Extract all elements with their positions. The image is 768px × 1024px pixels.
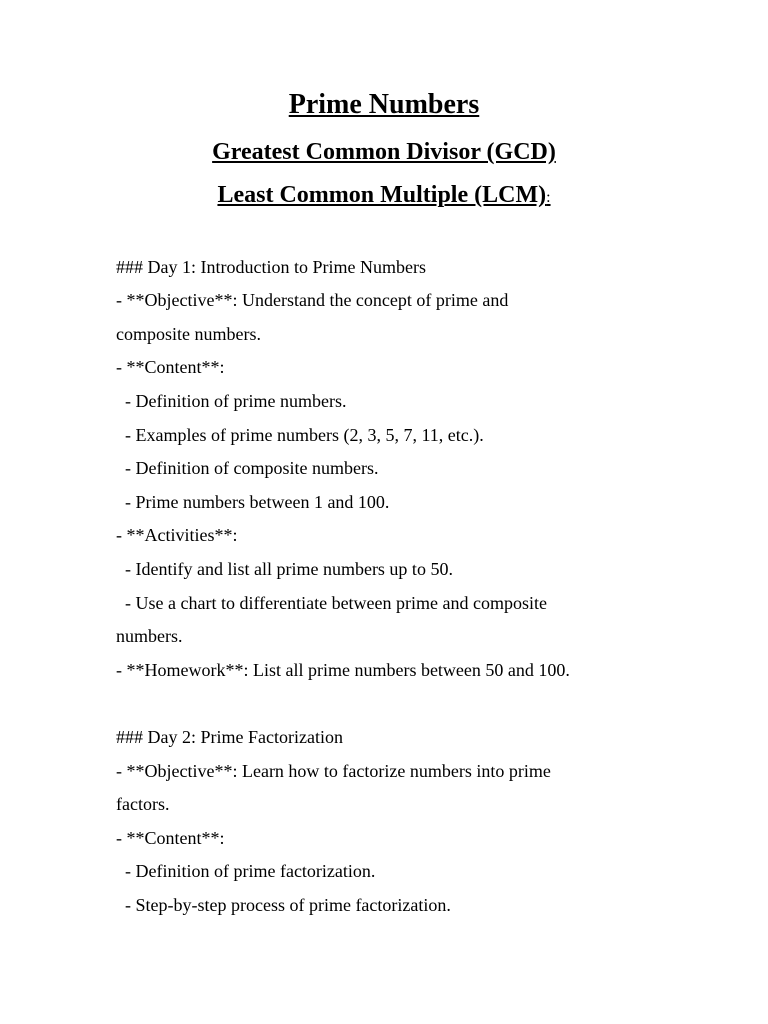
day2-content-label: - **Content**: — [116, 828, 225, 848]
day1-heading: ### Day 1: Introduction to Prime Numbers — [116, 257, 426, 277]
day1-content-item: - Examples of prime numbers (2, 3, 5, 7, 11, etc.). — [116, 425, 484, 445]
day1-activity-item: - Identify and list all prime numbers up to 50. — [116, 559, 453, 579]
day2-content-item: - Step-by-step process of prime factorization. — [116, 895, 451, 915]
day2-objective-continued: factors. — [116, 794, 170, 814]
main-title: Prime Numbers — [288, 89, 480, 120]
day1-homework: - **Homework**: List all prime numbers between 50 and 100. — [116, 660, 570, 680]
day2-heading: ### Day 2: Prime Factorization — [116, 727, 343, 747]
lcm-title-colon: : — [546, 189, 551, 206]
gcd-title: Greatest Common Divisor (GCD) — [212, 139, 556, 165]
day1-objective-continued: composite numbers. — [116, 324, 261, 344]
day2-objective-line: - **Objective**: Learn how to factorize numbers into prime — [116, 761, 551, 781]
lcm-title-line — [0, 180, 768, 213]
day1-content-item: - Definition of composite numbers. — [116, 458, 379, 478]
day1-objective-line: - **Objective**: Understand the concept of prime and — [116, 290, 509, 310]
day1-activity-continued: numbers. — [116, 626, 183, 646]
day2-content-item: - Definition of prime factorization. — [116, 861, 376, 881]
lcm-title: Least Common Multiple (LCM) — [217, 182, 547, 208]
day1-content-item: - Definition of prime numbers. — [116, 391, 347, 411]
day1-content-item: - Prime numbers between 1 and 100. — [116, 492, 390, 512]
day1-activity-item: - Use a chart to differentiate between prime and composite — [116, 593, 547, 613]
day1-content-label: - **Content**: — [116, 357, 225, 377]
day1-activities-label: - **Activities**: — [116, 525, 238, 545]
